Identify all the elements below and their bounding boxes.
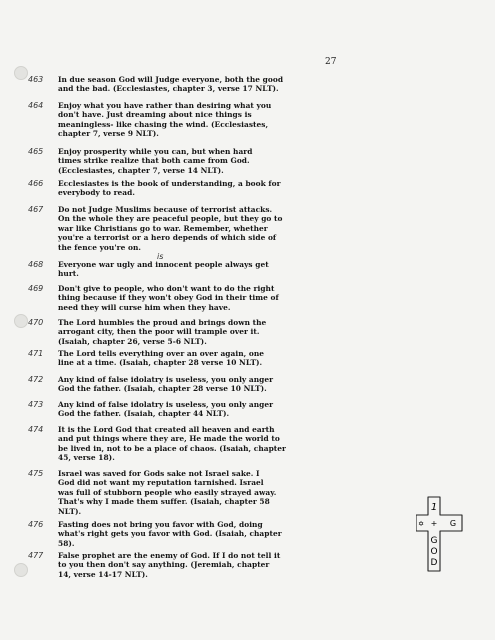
page-number: 27: [325, 57, 337, 67]
entry-text: Israel was saved for Gods sake not Israel sake. I God did not want my reputation tarnished. Israel was full of stubborn people who easily strayed away. That's why I made them suffer. (Isaiah, chapter 58 NLT).: [58, 469, 277, 516]
handwritten-insertion: is: [157, 252, 164, 261]
entry-number: 477: [28, 551, 44, 560]
cross-letter: O: [430, 547, 438, 557]
entry-number: 467: [28, 205, 44, 214]
entry-text: Don't give to people, who don't want to do the right thing because if they won't obey God in their time of need they will curse him when they have.: [58, 284, 279, 312]
entry-text: Enjoy prosperity while you can, but when hard times strike realize that both came from God. (Ecclesiastes, chapter 7, verse 14 NLT).: [58, 147, 253, 175]
entry-number: 473: [28, 400, 44, 409]
entry-text: Ecclesiastes is the book of understanding, a book for everybody to read.: [58, 179, 281, 198]
entry-text: In due season God will Judge everyone, both the good and the bad. (Ecclesiastes, chapter 3, verse 17 NLT).: [58, 75, 284, 94]
entry-text: The Lord tells everything over an over again, one line at a time. (Isaiah, chapter 28 verse 10 NLT).: [58, 349, 265, 368]
cross-center-mark: +: [430, 519, 438, 528]
entry-number: 463: [28, 75, 44, 84]
entry-number: 465: [28, 147, 44, 156]
punch-hole: [14, 66, 28, 80]
entry-text: Everyone war ugly and innocent people always get hurt.: [58, 260, 269, 279]
entry-text: False prophet are the enemy of God. If I do not tell it to you then don't say anything. (Jeremiah, chapter 14, verse 14-17 NLT).: [58, 551, 281, 579]
entry-text: The Lord humbles the proud and brings down the arrogant city, then the poor will trample over it. (Isaiah, chapter 26, verse 5-6 NLT).: [58, 318, 267, 346]
entry-number: 474: [28, 425, 44, 434]
entry-number: 469: [28, 284, 44, 293]
entry-number: 470: [28, 318, 44, 327]
entry-text: Enjoy what you have rather than desiring what you don't have. Just dreaming about nice things is meaningless- like chasing the wind. (Ecclesiastes, chapter 7, verse 9 NLT).: [58, 101, 272, 139]
entry-number: 476: [28, 520, 44, 529]
entry-text: It is the Lord God that created all heaven and earth and put things where they are, He made the world to be lived in, not to be a place of chaos. (Isaiah, chapter 45, verse 18).: [58, 425, 286, 463]
entry-text: Fasting does not bring you favor with God, doing what's right gets you favor with God. (Isaiah, chapter 58).: [58, 520, 282, 548]
entry-number: 471: [28, 349, 44, 358]
cross-right-letter: G: [449, 519, 457, 528]
punch-hole: [14, 563, 28, 577]
entry-number: 475: [28, 469, 44, 478]
entry-number: 472: [28, 375, 44, 384]
star-of-david-icon: ✡: [418, 520, 424, 528]
cross-top-mark: 1: [430, 502, 438, 513]
cross-letter: G: [430, 536, 438, 546]
cross-outline: [416, 497, 462, 571]
entry-number: 468: [28, 260, 44, 269]
hand-drawn-cross: [416, 495, 480, 575]
punch-hole: [14, 314, 28, 328]
entry-text: Any kind of false idolatry is useless, you only anger God the father. (Isaiah, chapter 28 verse 10 NLT).: [58, 375, 274, 394]
entry-number: 466: [28, 179, 44, 188]
entry-text: Do not Judge Muslims because of terrorist attacks. On the whole they are peaceful people, but they go to war like Christians go to war. Remember, whether you're a terrorist or a hero depends of which side of the fence you're on.: [58, 205, 283, 252]
entry-text: Any kind of false idolatry is useless, you only anger God the father. (Isaiah, chapter 44 NLT).: [58, 400, 274, 419]
entry-number: 464: [28, 101, 44, 110]
cross-letter: D: [430, 558, 438, 568]
